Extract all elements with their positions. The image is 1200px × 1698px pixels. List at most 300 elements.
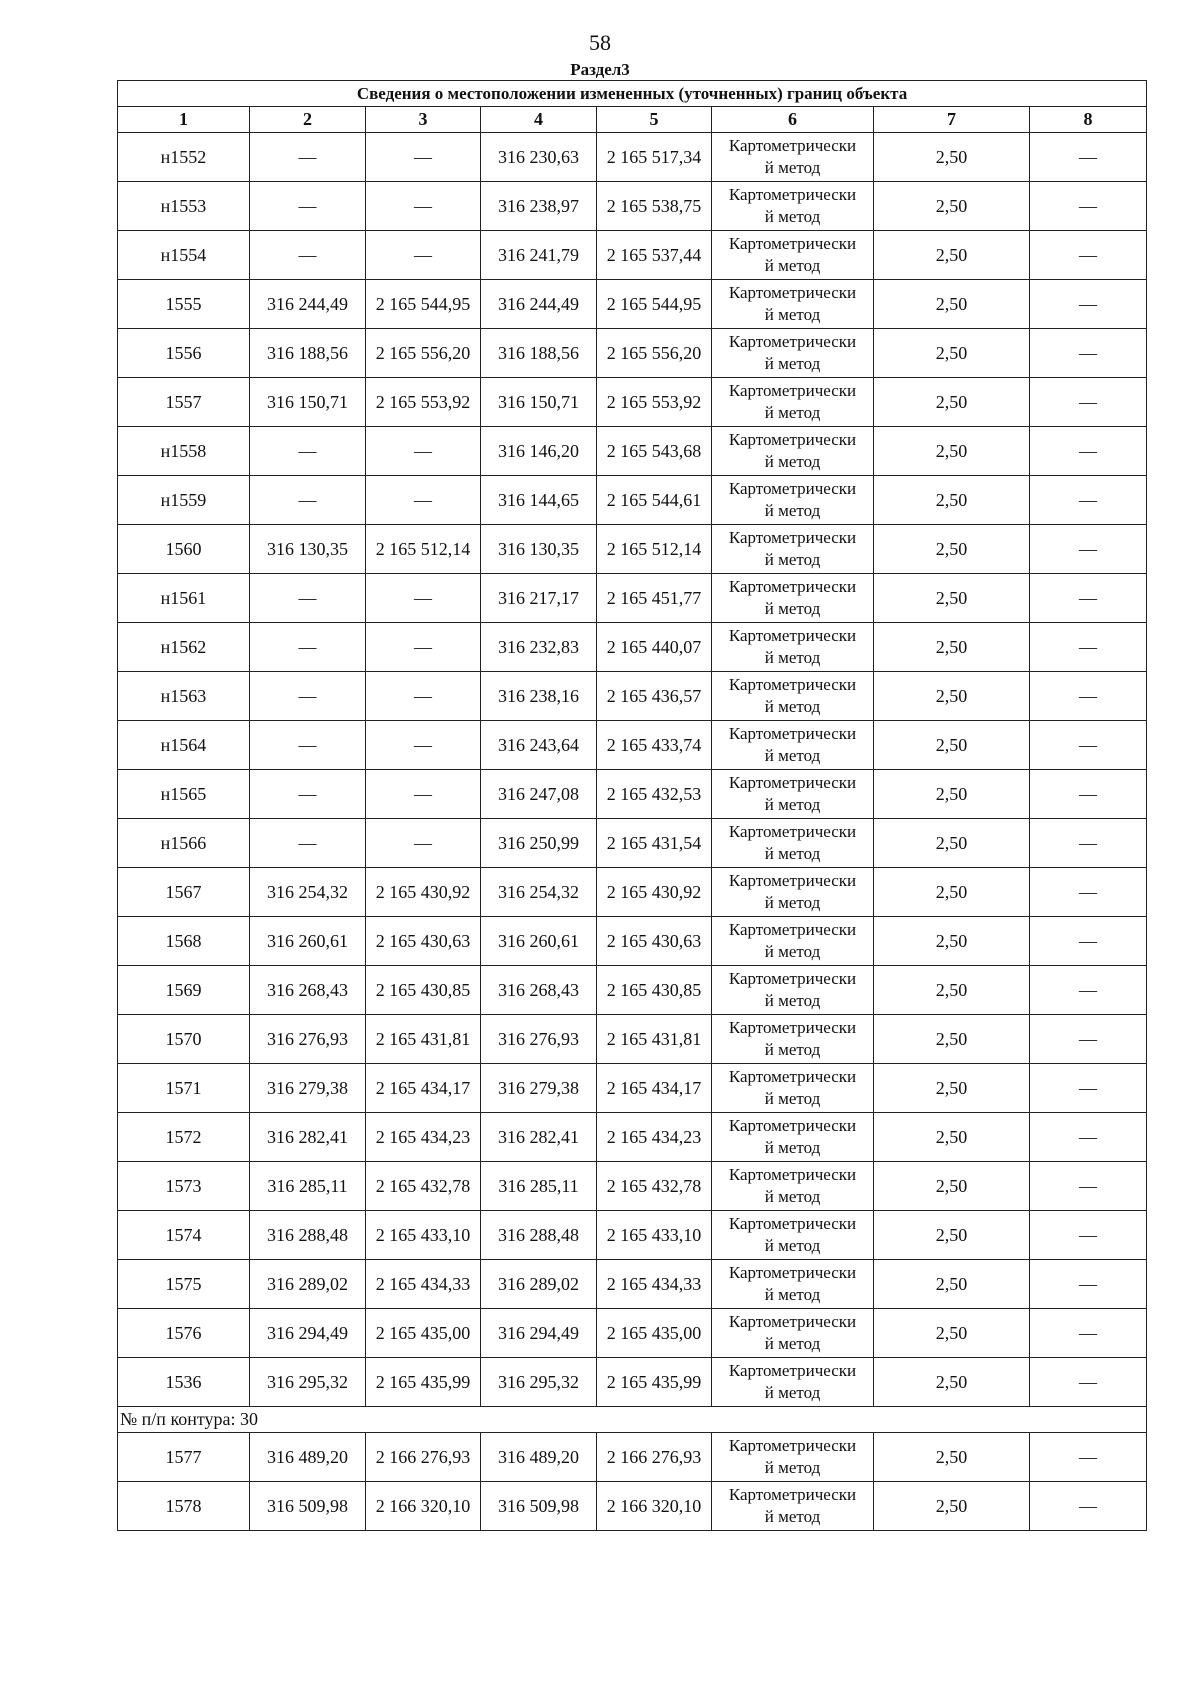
new-x-cell: 316 268,43 (481, 966, 597, 1015)
accuracy-cell: 2,50 (874, 966, 1030, 1015)
point-number-cell: 1571 (118, 1064, 250, 1113)
method-cell (712, 1482, 874, 1531)
method-line: й метод (764, 942, 821, 961)
old-x-cell: 316 489,20 (250, 1433, 366, 1482)
method-cell (712, 966, 874, 1015)
accuracy-cell: 2,50 (874, 1113, 1030, 1162)
point-number-cell: н1566 (118, 819, 250, 868)
new-y-cell: 2 165 543,68 (597, 427, 712, 476)
description-cell: — (1030, 476, 1147, 525)
old-x-cell: — (250, 672, 366, 721)
method-line: Картометрически (728, 1436, 857, 1455)
method-line: Картометрически (728, 1214, 857, 1233)
description-cell: — (1030, 182, 1147, 231)
column-number-2: 2 (250, 107, 366, 133)
old-x-cell: — (250, 133, 366, 182)
table-row (118, 819, 1147, 868)
point-number-cell: 1556 (118, 329, 250, 378)
table-row (118, 966, 1147, 1015)
method-line: Картометрически (728, 1165, 857, 1184)
new-y-cell: 2 165 436,57 (597, 672, 712, 721)
description-cell: — (1030, 623, 1147, 672)
description-cell: — (1030, 280, 1147, 329)
point-number-cell: н1565 (118, 770, 250, 819)
table-row (118, 329, 1147, 378)
method-line: й метод (764, 452, 821, 471)
new-x-cell: 316 130,35 (481, 525, 597, 574)
method-line: Картометрически (728, 430, 857, 449)
description-cell: — (1030, 1015, 1147, 1064)
old-y-cell: 2 165 430,85 (366, 966, 481, 1015)
old-x-cell: 316 188,56 (250, 329, 366, 378)
accuracy-cell: 2,50 (874, 476, 1030, 525)
point-number-cell: 1578 (118, 1482, 250, 1531)
method-line: Картометрически (728, 479, 857, 498)
method-cell (712, 1260, 874, 1309)
table-row (118, 182, 1147, 231)
page-number: 58 (589, 30, 611, 55)
old-x-cell: 316 130,35 (250, 525, 366, 574)
description-cell: — (1030, 231, 1147, 280)
point-number-cell: н1564 (118, 721, 250, 770)
old-y-cell: — (366, 133, 481, 182)
method-line: Картометрически (728, 626, 857, 645)
method-line: й метод (764, 1458, 821, 1477)
method-line: й метод (764, 648, 821, 667)
method-line: Картометрически (728, 577, 857, 596)
method-line: Картометрически (728, 381, 857, 400)
accuracy-cell: 2,50 (874, 917, 1030, 966)
method-cell (712, 476, 874, 525)
point-number-cell: н1561 (118, 574, 250, 623)
accuracy-cell: 2,50 (874, 1433, 1030, 1482)
new-y-cell: 2 166 320,10 (597, 1482, 712, 1531)
section-title: Раздел3 (570, 60, 630, 79)
point-number-cell: 1572 (118, 1113, 250, 1162)
accuracy-cell: 2,50 (874, 721, 1030, 770)
method-cell (712, 1162, 874, 1211)
old-x-cell: — (250, 721, 366, 770)
table-row (118, 1482, 1147, 1531)
method-cell (712, 917, 874, 966)
method-line: й метод (764, 991, 821, 1010)
new-y-cell: 2 165 432,53 (597, 770, 712, 819)
new-y-cell: 2 165 433,74 (597, 721, 712, 770)
method-line: Картометрически (728, 1312, 857, 1331)
old-y-cell: — (366, 770, 481, 819)
method-cell (712, 182, 874, 231)
new-x-cell: 316 254,32 (481, 868, 597, 917)
accuracy-cell: 2,50 (874, 672, 1030, 721)
description-cell: — (1030, 672, 1147, 721)
method-line: й метод (764, 1236, 821, 1255)
old-y-cell: 2 166 276,93 (366, 1433, 481, 1482)
description-cell: — (1030, 868, 1147, 917)
old-y-cell: 2 165 553,92 (366, 378, 481, 427)
old-y-cell: 2 165 434,33 (366, 1260, 481, 1309)
column-number-3: 3 (366, 107, 481, 133)
new-x-cell: 316 294,49 (481, 1309, 597, 1358)
description-cell: — (1030, 133, 1147, 182)
old-y-cell: 2 165 512,14 (366, 525, 481, 574)
table-row (118, 427, 1147, 476)
method-cell (712, 1064, 874, 1113)
point-number-cell: 1560 (118, 525, 250, 574)
old-y-cell: 2 165 556,20 (366, 329, 481, 378)
new-x-cell: 316 150,71 (481, 378, 597, 427)
new-y-cell: 2 165 431,54 (597, 819, 712, 868)
old-y-cell: 2 165 431,81 (366, 1015, 481, 1064)
column-number-row (118, 107, 1147, 133)
accuracy-cell: 2,50 (874, 525, 1030, 574)
old-x-cell: 316 276,93 (250, 1015, 366, 1064)
point-number-cell: 1555 (118, 280, 250, 329)
old-y-cell: 2 165 434,17 (366, 1064, 481, 1113)
table-row (118, 133, 1147, 182)
method-cell (712, 231, 874, 280)
method-cell (712, 1211, 874, 1260)
new-x-cell: 316 238,97 (481, 182, 597, 231)
method-cell (712, 721, 874, 770)
method-line: Картометрически (728, 969, 857, 988)
point-number-cell: 1574 (118, 1211, 250, 1260)
new-y-cell: 2 165 435,00 (597, 1309, 712, 1358)
new-y-cell: 2 165 553,92 (597, 378, 712, 427)
table-row (118, 1211, 1147, 1260)
description-cell: — (1030, 329, 1147, 378)
column-number-4: 4 (481, 107, 597, 133)
new-y-cell: 2 165 544,95 (597, 280, 712, 329)
method-cell (712, 1015, 874, 1064)
description-cell: — (1030, 525, 1147, 574)
method-line: й метод (764, 158, 821, 177)
new-x-cell: 316 489,20 (481, 1433, 597, 1482)
old-x-cell: 316 295,32 (250, 1358, 366, 1407)
point-number-cell: 1577 (118, 1433, 250, 1482)
method-line: Картометрически (728, 675, 857, 694)
new-y-cell: 2 165 556,20 (597, 329, 712, 378)
old-y-cell: — (366, 231, 481, 280)
accuracy-cell: 2,50 (874, 1015, 1030, 1064)
method-line: й метод (764, 1383, 821, 1402)
table-row (118, 868, 1147, 917)
point-number-cell: н1553 (118, 182, 250, 231)
table-row (118, 1433, 1147, 1482)
table-row (118, 525, 1147, 574)
old-y-cell: — (366, 574, 481, 623)
accuracy-cell: 2,50 (874, 819, 1030, 868)
old-y-cell: — (366, 427, 481, 476)
method-line: й метод (764, 1138, 821, 1157)
accuracy-cell: 2,50 (874, 231, 1030, 280)
table-caption: Сведения о местоположении измененных (уточненных) границ объекта (118, 81, 1147, 107)
new-x-cell: 316 244,49 (481, 280, 597, 329)
boundary-coordinates-table (117, 80, 1147, 1531)
method-cell (712, 1433, 874, 1482)
point-number-cell: н1552 (118, 133, 250, 182)
new-x-cell: 316 217,17 (481, 574, 597, 623)
method-line: Картометрически (728, 724, 857, 743)
point-number-cell: 1569 (118, 966, 250, 1015)
description-cell: — (1030, 1358, 1147, 1407)
table-row (118, 1162, 1147, 1211)
method-line: Картометрически (728, 920, 857, 939)
contour-label: № п/п контура: 30 (118, 1407, 1147, 1433)
table-row (118, 1113, 1147, 1162)
description-cell: — (1030, 378, 1147, 427)
accuracy-cell: 2,50 (874, 770, 1030, 819)
method-line: Картометрически (728, 871, 857, 890)
table-row (118, 1064, 1147, 1113)
method-cell (712, 574, 874, 623)
column-number-7: 7 (874, 107, 1030, 133)
point-number-cell: 1575 (118, 1260, 250, 1309)
new-x-cell: 316 250,99 (481, 819, 597, 868)
point-number-cell: 1568 (118, 917, 250, 966)
method-line: й метод (764, 501, 821, 520)
accuracy-cell: 2,50 (874, 1260, 1030, 1309)
new-x-cell: 316 285,11 (481, 1162, 597, 1211)
new-y-cell: 2 165 434,17 (597, 1064, 712, 1113)
old-y-cell: — (366, 672, 481, 721)
old-y-cell: 2 166 320,10 (366, 1482, 481, 1531)
old-x-cell: 316 279,38 (250, 1064, 366, 1113)
accuracy-cell: 2,50 (874, 1162, 1030, 1211)
old-x-cell: 316 260,61 (250, 917, 366, 966)
accuracy-cell: 2,50 (874, 1358, 1030, 1407)
table-row (118, 574, 1147, 623)
description-cell: — (1030, 721, 1147, 770)
table-row (118, 231, 1147, 280)
new-x-cell: 316 188,56 (481, 329, 597, 378)
new-y-cell: 2 165 451,77 (597, 574, 712, 623)
accuracy-cell: 2,50 (874, 623, 1030, 672)
new-x-cell: 316 509,98 (481, 1482, 597, 1531)
method-line: й метод (764, 1285, 821, 1304)
point-number-cell: 1536 (118, 1358, 250, 1407)
accuracy-cell: 2,50 (874, 1064, 1030, 1113)
new-x-cell: 316 260,61 (481, 917, 597, 966)
accuracy-cell: 2,50 (874, 1482, 1030, 1531)
method-line: Картометрически (728, 283, 857, 302)
table-row (118, 917, 1147, 966)
accuracy-cell: 2,50 (874, 574, 1030, 623)
new-x-cell: 316 288,48 (481, 1211, 597, 1260)
point-number-cell: н1559 (118, 476, 250, 525)
method-line: Картометрически (728, 1018, 857, 1037)
description-cell: — (1030, 427, 1147, 476)
method-cell (712, 329, 874, 378)
method-cell (712, 280, 874, 329)
table-row (118, 280, 1147, 329)
column-number-8: 8 (1030, 107, 1147, 133)
method-line: Картометрически (728, 1067, 857, 1086)
old-y-cell: — (366, 721, 481, 770)
old-x-cell: — (250, 231, 366, 280)
new-x-cell: 316 144,65 (481, 476, 597, 525)
method-line: Картометрически (728, 773, 857, 792)
description-cell: — (1030, 819, 1147, 868)
old-x-cell: — (250, 574, 366, 623)
method-cell (712, 133, 874, 182)
new-y-cell: 2 165 517,34 (597, 133, 712, 182)
method-line: й метод (764, 844, 821, 863)
point-number-cell: н1554 (118, 231, 250, 280)
method-line: й метод (764, 697, 821, 716)
table-row (118, 1358, 1147, 1407)
description-cell: — (1030, 1211, 1147, 1260)
table-row (118, 623, 1147, 672)
new-x-cell: 316 282,41 (481, 1113, 597, 1162)
new-y-cell: 2 166 276,93 (597, 1433, 712, 1482)
new-y-cell: 2 165 434,23 (597, 1113, 712, 1162)
accuracy-cell: 2,50 (874, 378, 1030, 427)
new-x-cell: 316 146,20 (481, 427, 597, 476)
table-row (118, 378, 1147, 427)
point-number-cell: н1562 (118, 623, 250, 672)
old-x-cell: 316 294,49 (250, 1309, 366, 1358)
method-line: й метод (764, 1187, 821, 1206)
new-y-cell: 2 165 537,44 (597, 231, 712, 280)
description-cell: — (1030, 770, 1147, 819)
old-y-cell: — (366, 623, 481, 672)
point-number-cell: н1558 (118, 427, 250, 476)
old-y-cell: 2 165 435,99 (366, 1358, 481, 1407)
column-number-5: 5 (597, 107, 712, 133)
new-y-cell: 2 165 538,75 (597, 182, 712, 231)
point-number-cell: 1557 (118, 378, 250, 427)
old-x-cell: — (250, 182, 366, 231)
description-cell: — (1030, 1113, 1147, 1162)
old-y-cell: 2 165 434,23 (366, 1113, 481, 1162)
contour-row (118, 1407, 1147, 1433)
accuracy-cell: 2,50 (874, 427, 1030, 476)
column-number-6: 6 (712, 107, 874, 133)
point-number-cell: 1570 (118, 1015, 250, 1064)
method-line: Картометрически (728, 1361, 857, 1380)
column-number-1: 1 (118, 107, 250, 133)
old-y-cell: 2 165 435,00 (366, 1309, 481, 1358)
old-x-cell: — (250, 476, 366, 525)
method-cell (712, 525, 874, 574)
description-cell: — (1030, 1064, 1147, 1113)
table-body (118, 133, 1147, 1531)
accuracy-cell: 2,50 (874, 133, 1030, 182)
new-y-cell: 2 165 434,33 (597, 1260, 712, 1309)
table-row (118, 1309, 1147, 1358)
old-x-cell: 316 282,41 (250, 1113, 366, 1162)
old-y-cell: — (366, 182, 481, 231)
method-line: Картометрически (728, 185, 857, 204)
point-number-cell: 1573 (118, 1162, 250, 1211)
old-y-cell: 2 165 430,92 (366, 868, 481, 917)
old-x-cell: 316 289,02 (250, 1260, 366, 1309)
new-x-cell: 316 289,02 (481, 1260, 597, 1309)
method-line: Картометрически (728, 234, 857, 253)
old-x-cell: — (250, 770, 366, 819)
method-line: й метод (764, 1089, 821, 1108)
method-line: Картометрически (728, 136, 857, 155)
method-line: й метод (764, 354, 821, 373)
accuracy-cell: 2,50 (874, 1211, 1030, 1260)
old-x-cell: 316 285,11 (250, 1162, 366, 1211)
old-x-cell: 316 254,32 (250, 868, 366, 917)
old-y-cell: 2 165 433,10 (366, 1211, 481, 1260)
table-row (118, 770, 1147, 819)
method-line: й метод (764, 599, 821, 618)
old-y-cell: 2 165 432,78 (366, 1162, 481, 1211)
description-cell: — (1030, 966, 1147, 1015)
new-y-cell: 2 165 435,99 (597, 1358, 712, 1407)
old-y-cell: 2 165 430,63 (366, 917, 481, 966)
accuracy-cell: 2,50 (874, 182, 1030, 231)
new-x-cell: 316 232,83 (481, 623, 597, 672)
new-x-cell: 316 238,16 (481, 672, 597, 721)
method-line: й метод (764, 403, 821, 422)
new-y-cell: 2 165 440,07 (597, 623, 712, 672)
new-y-cell: 2 165 432,78 (597, 1162, 712, 1211)
new-y-cell: 2 165 430,85 (597, 966, 712, 1015)
accuracy-cell: 2,50 (874, 280, 1030, 329)
accuracy-cell: 2,50 (874, 868, 1030, 917)
method-cell (712, 868, 874, 917)
new-x-cell: 316 241,79 (481, 231, 597, 280)
method-cell (712, 1358, 874, 1407)
method-line: Картометрически (728, 1485, 857, 1504)
description-cell: — (1030, 1260, 1147, 1309)
new-y-cell: 2 165 433,10 (597, 1211, 712, 1260)
old-x-cell: — (250, 623, 366, 672)
new-x-cell: 316 279,38 (481, 1064, 597, 1113)
method-line: Картометрически (728, 1116, 857, 1135)
method-cell (712, 819, 874, 868)
method-line: й метод (764, 893, 821, 912)
new-x-cell: 316 243,64 (481, 721, 597, 770)
method-line: Картометрически (728, 1263, 857, 1282)
old-x-cell: 316 288,48 (250, 1211, 366, 1260)
description-cell: — (1030, 1309, 1147, 1358)
method-line: й метод (764, 746, 821, 765)
table-row (118, 721, 1147, 770)
method-line: й метод (764, 795, 821, 814)
old-y-cell: 2 165 544,95 (366, 280, 481, 329)
accuracy-cell: 2,50 (874, 329, 1030, 378)
method-line: й метод (764, 207, 821, 226)
new-x-cell: 316 276,93 (481, 1015, 597, 1064)
point-number-cell: н1563 (118, 672, 250, 721)
description-cell: — (1030, 574, 1147, 623)
old-x-cell: — (250, 819, 366, 868)
method-cell (712, 427, 874, 476)
method-cell (712, 378, 874, 427)
point-number-cell: 1576 (118, 1309, 250, 1358)
method-cell (712, 623, 874, 672)
table-row (118, 1015, 1147, 1064)
method-line: Картометрически (728, 528, 857, 547)
method-cell (712, 672, 874, 721)
old-x-cell: 316 244,49 (250, 280, 366, 329)
old-x-cell: 316 150,71 (250, 378, 366, 427)
method-line: Картометрически (728, 822, 857, 841)
new-x-cell: 316 230,63 (481, 133, 597, 182)
method-line: й метод (764, 1040, 821, 1059)
method-cell (712, 1309, 874, 1358)
method-line: й метод (764, 550, 821, 569)
new-y-cell: 2 165 544,61 (597, 476, 712, 525)
method-line: Картометрически (728, 332, 857, 351)
table-row (118, 672, 1147, 721)
description-cell: — (1030, 1162, 1147, 1211)
